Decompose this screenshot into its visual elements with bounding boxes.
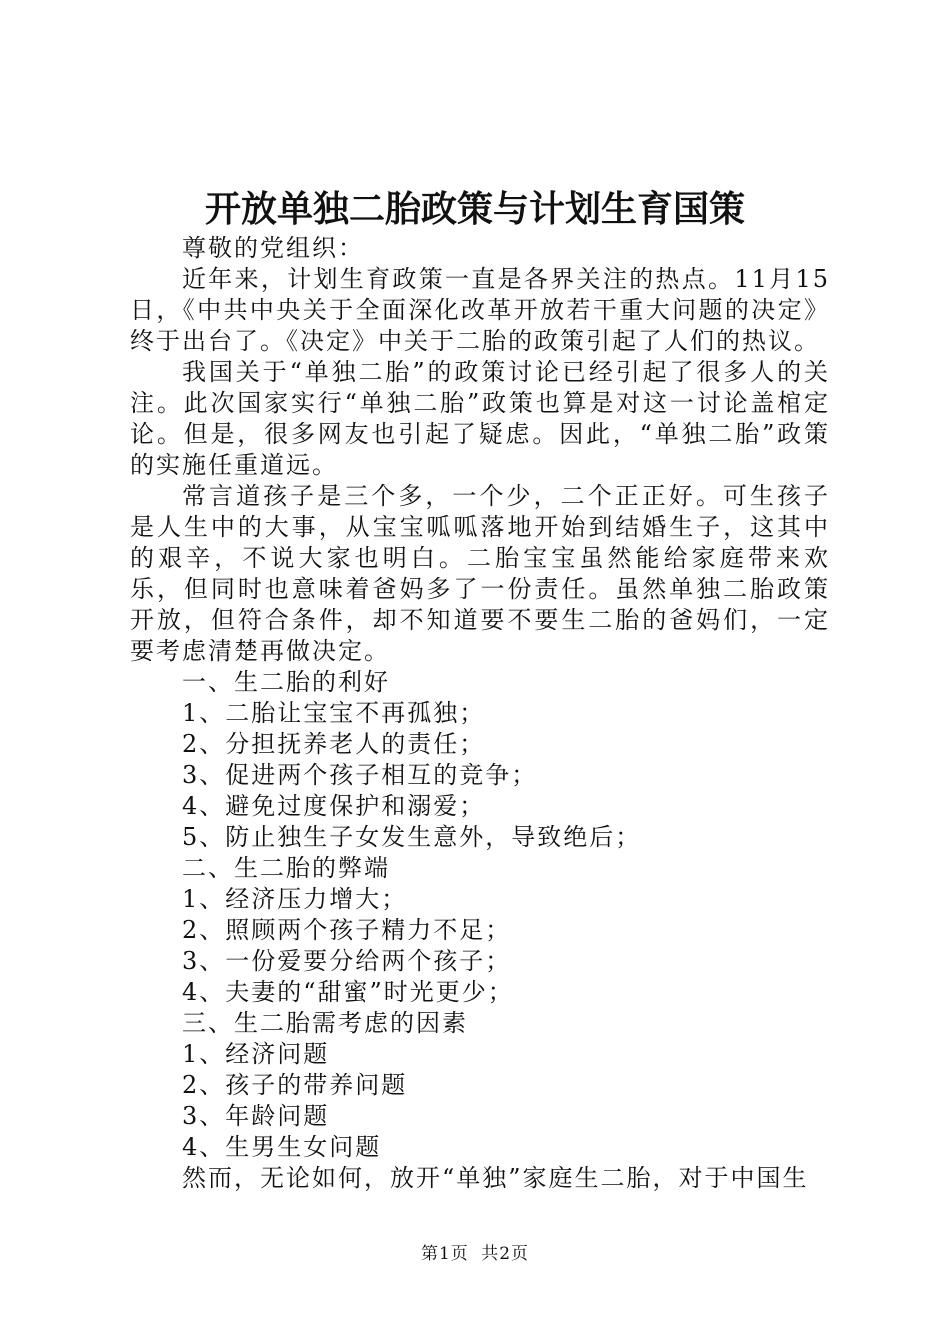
page-footer	[0, 1242, 950, 1266]
list-item: 3、促进两个孩子相互的竞争；	[182, 761, 538, 789]
list-item: 4、避免过度保护和溺爱；	[182, 792, 486, 820]
paragraph: 常言道孩子是三个多，一个少，二个正正好。可生孩子是人生中的大事，从宝宝呱呱落地开始到结婚生子，这其中的艰辛，不说大家也明白。二胎宝宝虽然能给家庭带来欢乐，但同时也意味着爸妈多了一份责任。虽然单独二胎政策开放，但符合条件，却不知道要不要生二胎的爸妈们，一定要考虑清楚再做决定。	[130, 482, 830, 665]
document-body	[130, 233, 830, 1194]
section-heading: 二、生二胎的弊端	[182, 854, 390, 882]
section-heading: 一、生二胎的利好	[182, 668, 390, 696]
greeting: 尊敬的党组织：	[182, 234, 364, 262]
closing-paragraph: 然而，无论如何，放开“单独”家庭生二胎，对于中国生	[182, 1164, 809, 1192]
list-item: 3、一份爱要分给两个孩子；	[182, 947, 512, 975]
list-item: 2、分担抚养老人的责任；	[182, 730, 486, 758]
paragraph: 我国关于“单独二胎”的政策讨论已经引起了很多人的关注。此次国家实行“单独二胎”政策也算是对这一讨论盖棺定论。但是，很多网友也引起了疑虑。因此，“单独二胎”政策的实施任重道远。	[130, 358, 830, 479]
list-item: 1、经济问题	[182, 1040, 330, 1068]
list-item: 1、经济压力增大；	[182, 885, 408, 913]
list-item: 4、夫妻的“甜蜜”时光更少；	[182, 978, 514, 1006]
list-item: 4、生男生女问题	[182, 1133, 382, 1161]
page-total: 共2页	[481, 1244, 530, 1264]
page-number: 第1页	[420, 1244, 469, 1264]
section-heading: 三、生二胎需考虑的因素	[182, 1009, 468, 1037]
list-item: 3、年龄问题	[182, 1102, 330, 1130]
list-item: 5、防止独生子女发生意外，导致绝后；	[182, 823, 642, 851]
list-item: 2、照顾两个孩子精力不足；	[182, 916, 512, 944]
list-item: 1、二胎让宝宝不再孤独；	[182, 699, 486, 727]
list-item: 2、孩子的带养问题	[182, 1071, 408, 1099]
document-title: 开放单独二胎政策与计划生育国策	[204, 188, 745, 230]
paragraph: 近年来，计划生育政策一直是各界关注的热点。11月15日，《中共中央关于全面深化改革开放若干重大问题的决定》终于出台了。《决定》中关于二胎的政策引起了人们的热议。	[130, 265, 830, 355]
